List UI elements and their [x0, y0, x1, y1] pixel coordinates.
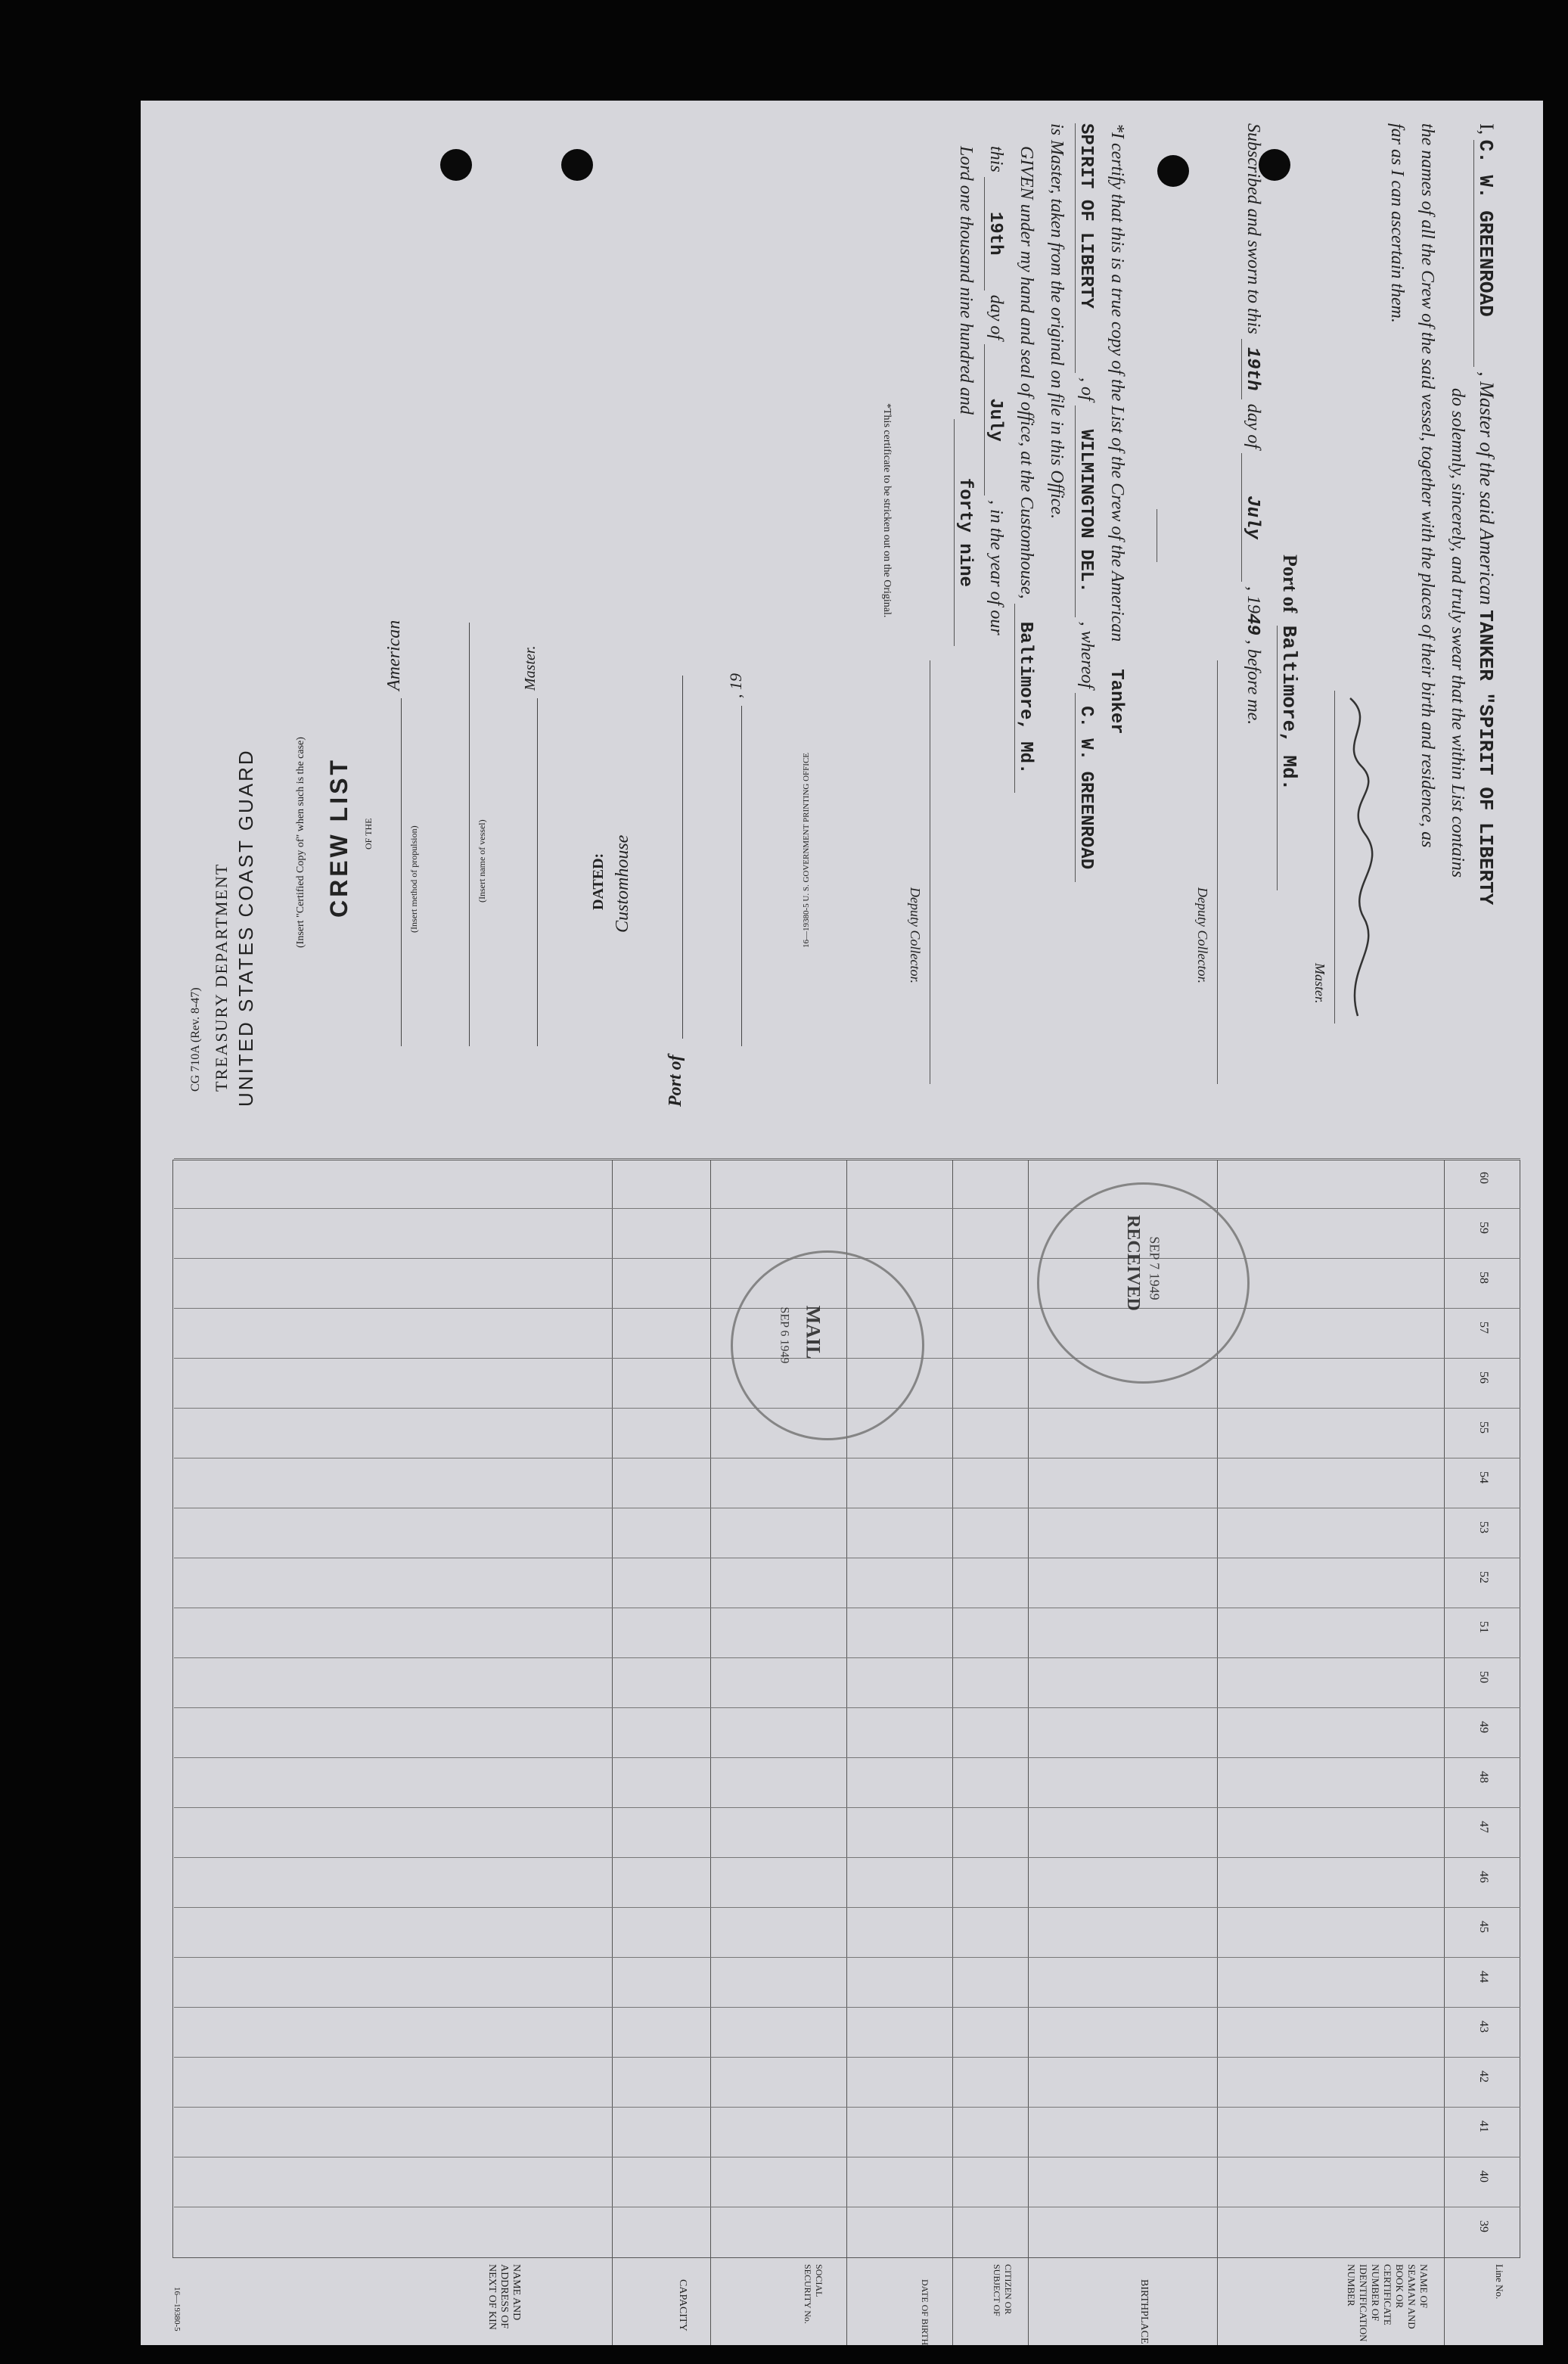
agency: UNITED STATES COAST GUARD — [234, 748, 257, 1107]
year-line — [741, 706, 742, 1046]
line-number: 41 — [1477, 2120, 1490, 2133]
oath-line-1: I, C. W. GREENROAD , Master of the said American TANKER "SPIRIT OF LIBERTY — [1474, 123, 1498, 906]
certified-note: (Insert "Certified Copy of" when such is the case) — [295, 737, 306, 948]
cert-line-6: Lord one thousand nine hundred and forty nine — [954, 146, 976, 646]
header-capacity: CAPACITY — [677, 2279, 688, 2331]
cert-line-1: *I certify that this is a true copy of the List of the Crew of the American Tanker — [1106, 123, 1127, 735]
table-row — [174, 2107, 1520, 2108]
line-number: 59 — [1477, 1222, 1490, 1234]
american: American — [384, 620, 404, 691]
table-row — [174, 1707, 1520, 1708]
table-row — [174, 1857, 1520, 1858]
table-row — [174, 1208, 1520, 1209]
propulsion-note: (Insert method of propulsion) — [408, 825, 419, 933]
oath-port: Port of Baltimore, Md. — [1277, 554, 1301, 890]
propulsion-line — [401, 698, 402, 1046]
received-stamp: RECEIVED SEP 7 1949 — [1037, 1182, 1250, 1384]
oath-line-3: the names of all the Crew of the said vessel, together with the places of their birth and residence, as — [1417, 123, 1437, 848]
oath-deputy-collector: Deputy Collector. — [1195, 887, 1210, 983]
line-number: 39 — [1477, 2220, 1490, 2232]
cert-line-5: this 19th day of July , in the year of our — [985, 146, 1006, 635]
line-number: 54 — [1477, 1471, 1490, 1483]
table-row — [174, 1807, 1520, 1808]
crew-list-sheet — [141, 101, 1543, 2345]
port-line — [682, 676, 683, 1039]
year-prefix: , 19 — [726, 673, 745, 698]
oath-subscribed: Subscribed and sworn to this 19th day of July , 1949 , before me. — [1242, 123, 1263, 725]
dated-label: DATED: — [590, 853, 607, 910]
header-next-of-kin: NAME AND ADDRESS OF NEXT OF KIN — [486, 2264, 522, 2330]
gpo-line: 16—19380-5 U. S. GOVERNMENT PRINTING OFFICE — [802, 752, 811, 948]
col-divider — [612, 1160, 613, 2345]
line-number: 42 — [1477, 2070, 1490, 2083]
line-number: 40 — [1477, 2170, 1490, 2182]
department: TREASURY DEPARTMENT — [212, 862, 231, 1092]
master-line — [537, 698, 538, 1046]
master-signature — [1334, 691, 1380, 1024]
header-citizen: CITIZEN OR SUBJECT OF — [992, 2264, 1014, 2316]
col-divider — [1444, 1160, 1445, 2345]
vessel-note: (Insert name of vessel) — [477, 819, 487, 902]
line-number: 44 — [1477, 1971, 1490, 1983]
vessel-name: TANKER "SPIRIT OF LIBERTY — [1474, 610, 1497, 906]
line-number: 53 — [1477, 1521, 1490, 1533]
table-row — [174, 1957, 1520, 1958]
title: CREW LIST — [325, 757, 352, 918]
port-of-label: Port of — [666, 1055, 685, 1107]
signature-scribble — [1335, 691, 1380, 1024]
cert-line-4: GIVEN under my hand and seal of office, at the Customhouse, Baltimore, Md. — [1014, 146, 1036, 793]
oath-deputy-line — [1217, 660, 1218, 1084]
line-number: 52 — [1477, 1571, 1490, 1583]
line-number: 46 — [1477, 1871, 1490, 1883]
col-divider — [952, 1160, 953, 2345]
cert-deputy-collector: Deputy Collector. — [908, 887, 923, 983]
line-number: 43 — [1477, 2021, 1490, 2033]
table-row — [174, 1158, 1520, 1159]
line-number: 51 — [1477, 1621, 1490, 1633]
table-row — [174, 1657, 1520, 1658]
line-number: 45 — [1477, 1921, 1490, 1933]
col-divider — [1028, 1160, 1029, 2345]
header-name: NAME OF SEAMAN AND BOOK OR CERTIFICATE NUMBER OF IDENTIFICATION NUMBER — [1346, 2264, 1430, 2342]
line-number: 58 — [1477, 1272, 1490, 1284]
line-number: 49 — [1477, 1721, 1490, 1733]
table-row — [174, 1907, 1520, 1908]
table-row — [174, 2007, 1520, 2008]
form-id: CG 710A (Rev. 8-47) — [189, 987, 202, 1092]
line-number: 56 — [1477, 1371, 1490, 1384]
header-birthplace: BIRTHPLACE — [1138, 2279, 1150, 2344]
of-the: OF THE — [363, 818, 374, 850]
table-row — [174, 2057, 1520, 2058]
line-number: 47 — [1477, 1821, 1490, 1833]
cert-line-3: is Master, taken from the original on file in this Office. — [1047, 123, 1067, 520]
header-line-no: Line No. — [1494, 2264, 1505, 2300]
line-number: 50 — [1477, 1671, 1490, 1683]
form-cover — [144, 101, 862, 1122]
header-ssn: SOCIAL SECURITY No. — [803, 2264, 824, 2324]
footnote: *This certificate to be stricken out on the Original. — [881, 403, 893, 618]
certificate-section — [141, 101, 1543, 1122]
line-number: 57 — [1477, 1322, 1490, 1334]
master-label: Master. — [522, 645, 539, 691]
col-divider — [710, 1160, 711, 2345]
print-code: 16—19380-5 — [172, 2287, 182, 2331]
customhouse-label: Customhouse — [613, 834, 632, 933]
cert-line-2: SPIRIT OF LIBERTY , of WILMINGTON DEL. , whereof C. W. GREENROAD — [1075, 123, 1097, 882]
oath-line-4: far as I can ascertain them. — [1387, 123, 1407, 323]
line-number: 48 — [1477, 1771, 1490, 1783]
vessel-line — [469, 623, 470, 1046]
mail-stamp: MAIL SEP 6 1949 — [731, 1250, 924, 1440]
table-row — [174, 1757, 1520, 1758]
master-name: C. W. GREENROAD — [1473, 140, 1497, 367]
line-number: 60 — [1477, 1172, 1490, 1184]
header-dob: DATE OF BIRTH — [920, 2279, 930, 2345]
oath-line-2: do solemnly, sincerely, and truly swear that the within List contains — [1448, 388, 1467, 878]
line-number: 55 — [1477, 1421, 1490, 1434]
signature-master-label: Master. — [1312, 963, 1327, 1004]
